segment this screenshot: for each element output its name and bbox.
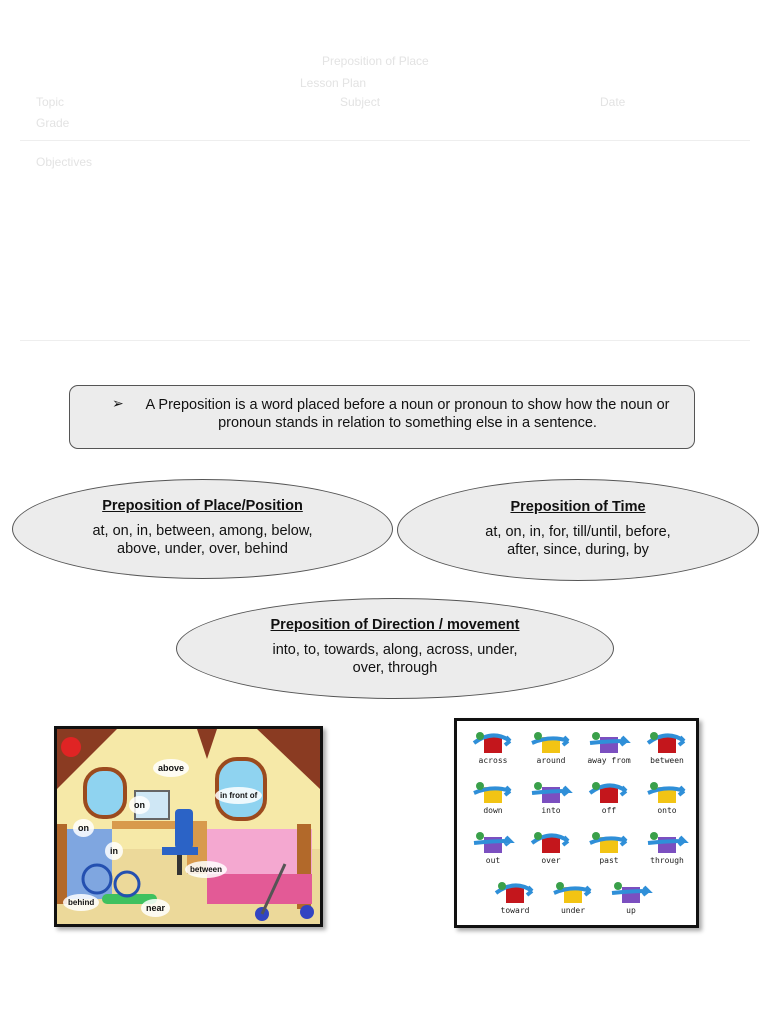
direction-title: Preposition of Direction / movement [270,617,520,633]
time-body [398,523,758,559]
faded-label-objectives: Objectives [36,155,93,169]
direction-word: off [601,806,617,815]
faded-subtitle: Lesson Plan [300,76,367,90]
place-line-1: at, on, in, between, among, below, [92,523,313,539]
direction-word: through [650,856,684,865]
place-line-2: above, under, over, behind [117,541,288,557]
direction-item-under [545,877,601,927]
direction-arrow-icon [608,877,654,907]
direction-item-up [603,877,659,927]
direction-word: between [650,756,684,765]
direction-arrow-icon [644,777,690,807]
direction-arrow-icon [528,777,574,807]
direction-item-over [523,827,579,877]
direction-arrow-icon [492,877,538,907]
direction-item-onto [639,777,695,827]
direction-item-through [639,827,695,877]
direction-item-away-from [581,727,637,777]
room-label-in-front-of: in front of [215,787,262,804]
definition-text: A Preposition is a word placed before a noun or pronoun to show how the noun or pronoun stands in relation to something else in a sentence. [145,397,670,431]
time-title: Preposition of Time [510,499,646,515]
faded-label-grade: Grade [36,116,70,130]
direction-arrow-icon [586,777,632,807]
direction-word: toward [500,906,530,915]
arrow-bullet-icon: ➢ [112,395,124,411]
direction-word: around [536,756,566,765]
direction-word: away from [587,756,631,765]
direction-arrow-icon [528,827,574,857]
bedroom-illustration [54,726,323,927]
direction-word: over [541,856,561,865]
direction-item-off [581,777,637,827]
faded-label-subject: Subject [340,95,381,109]
room-label-above: above [153,759,189,777]
time-line-2: after, since, during, by [507,542,649,558]
direction-line-2: over, through [352,660,438,676]
direction-item-around [523,727,579,777]
direction-arrow-icon [644,827,690,857]
direction-arrow-icon [470,827,516,857]
room-label-in: in [105,842,123,860]
place-body [13,522,392,558]
time-oval [397,479,759,581]
room-label-on: on [129,796,150,814]
direction-arrow-icon [550,877,596,907]
direction-word: onto [657,806,677,815]
direction-item-between [639,727,695,777]
direction-arrow-icon [528,727,574,757]
direction-word: across [478,756,508,765]
direction-word: out [485,856,501,865]
room-label-near: near [141,899,170,917]
direction-arrow-icon [470,777,516,807]
room-label-on-bed: on [73,819,94,837]
time-line-1: at, on, in, for, till/until, before, [485,524,671,540]
direction-item-out [465,827,521,877]
direction-item-across [465,727,521,777]
direction-arrow-icon [586,727,632,757]
direction-word: into [541,806,561,815]
direction-item-down [465,777,521,827]
direction-line-1: into, to, towards, along, across, under, [272,642,518,658]
direction-word: past [599,856,619,865]
place-title: Preposition of Place/Position [102,498,303,514]
direction-arrow-icon [586,827,632,857]
place-oval [12,479,393,579]
direction-item-past [581,827,637,877]
direction-arrow-icon [470,727,516,757]
direction-illustration [454,718,699,928]
direction-word: up [626,906,636,915]
direction-oval [176,598,614,699]
faded-divider [20,140,750,141]
room-label-between: between [185,861,227,878]
direction-body [177,641,613,677]
direction-item-toward [487,877,543,927]
faded-divider [20,340,750,341]
direction-word: under [560,906,586,915]
direction-arrow-icon [644,727,690,757]
faded-label-topic: Topic [36,95,65,109]
definition-box [69,385,695,449]
faded-label-date: Date [600,95,626,109]
faded-title: Preposition of Place [322,54,429,68]
direction-word: down [483,806,503,815]
direction-item-into [523,777,579,827]
room-label-behind: behind [63,894,99,911]
bedroom-drawing [57,729,320,924]
